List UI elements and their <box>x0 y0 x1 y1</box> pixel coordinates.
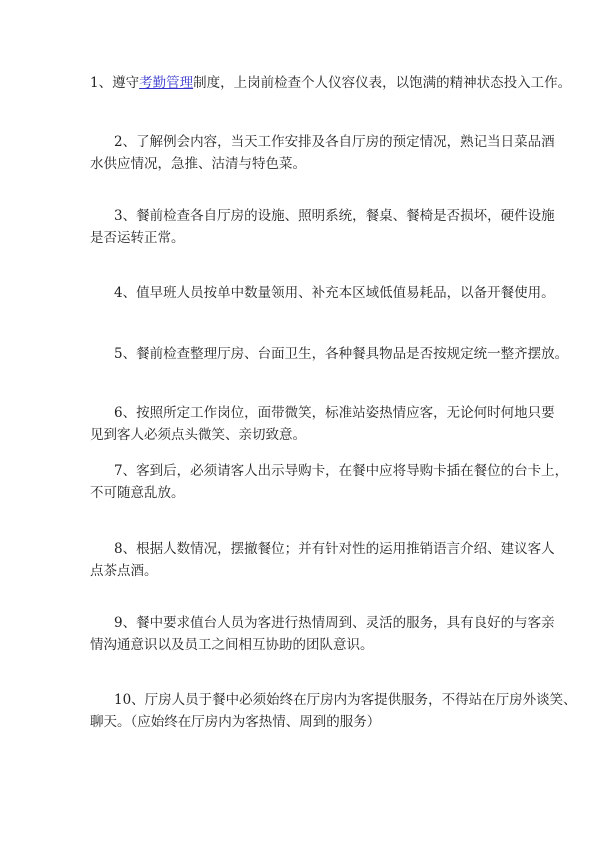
paragraph-7 <box>90 460 569 504</box>
text-line: 聊天。（应始终在厅房内为客热情、周到的服务） <box>90 714 381 730</box>
paragraph-6 <box>90 402 555 446</box>
text: 1、遵守 <box>90 75 140 91</box>
text-line: 10、厅房人员于餐中必须始终在厅房内为客提供服务，不得站在厅房外谈笑、 <box>114 692 577 708</box>
text-line: 2、了解例会内容，当天工作安排及各自厅房的预定情况，熟记当日菜品酒 <box>114 134 555 150</box>
paragraph-2 <box>90 131 555 175</box>
paragraph-5 <box>90 343 569 365</box>
text-line: 水供应情况，急推、沽清与特色菜。 <box>90 156 306 172</box>
paragraph-3 <box>90 205 555 249</box>
text-line: 4、值早班人员按单中数量领用、补充本区域低值易耗品，以备开餐使用。 <box>114 285 555 301</box>
paragraph-10 <box>90 689 577 733</box>
text-line: 8、根据人数情况，摆撤餐位；并有针对性的运用推销语言介绍、建议客人 <box>114 541 555 557</box>
text-line: 7、客到后，必须请客人出示导购卡，在餐中应将导购卡插在餐位的台卡上， <box>114 463 569 479</box>
text-line: 5、餐前检查整理厅房、台面卫生，各种餐具物品是否按规定统一整齐摆放。 <box>114 346 569 362</box>
paragraph-9 <box>90 612 555 656</box>
paragraph-8 <box>90 538 555 582</box>
text-line: 6、按照所定工作岗位，面带微笑，标准站姿热情应客，无论何时何地只要 <box>114 405 555 421</box>
paragraph-4 <box>90 282 555 304</box>
attendance-management-link[interactable]: 考勤管理 <box>139 75 194 91</box>
paragraph-1 <box>90 72 572 94</box>
text-line: 情沟通意识以及员工之间相互协助的团队意识。 <box>90 637 374 653</box>
text: 制度，上岗前检查个人仪容仪表，以饱满的精神状态投入工作。 <box>193 75 572 91</box>
text-line: 9、餐中要求值台人员为客进行热情周到、灵活的服务，具有良好的与客亲 <box>114 615 555 631</box>
text-line: 点茶点酒。 <box>90 563 158 579</box>
text-line: 不可随意乱放。 <box>90 485 185 501</box>
text-line: 3、餐前检查各自厅房的设施、照明系统，餐桌、餐椅是否损坏，硬件设施 <box>114 208 555 224</box>
text-line: 见到客人必须点头微笑、亲切致意。 <box>90 427 306 443</box>
text-line: 是否运转正常。 <box>90 230 185 246</box>
